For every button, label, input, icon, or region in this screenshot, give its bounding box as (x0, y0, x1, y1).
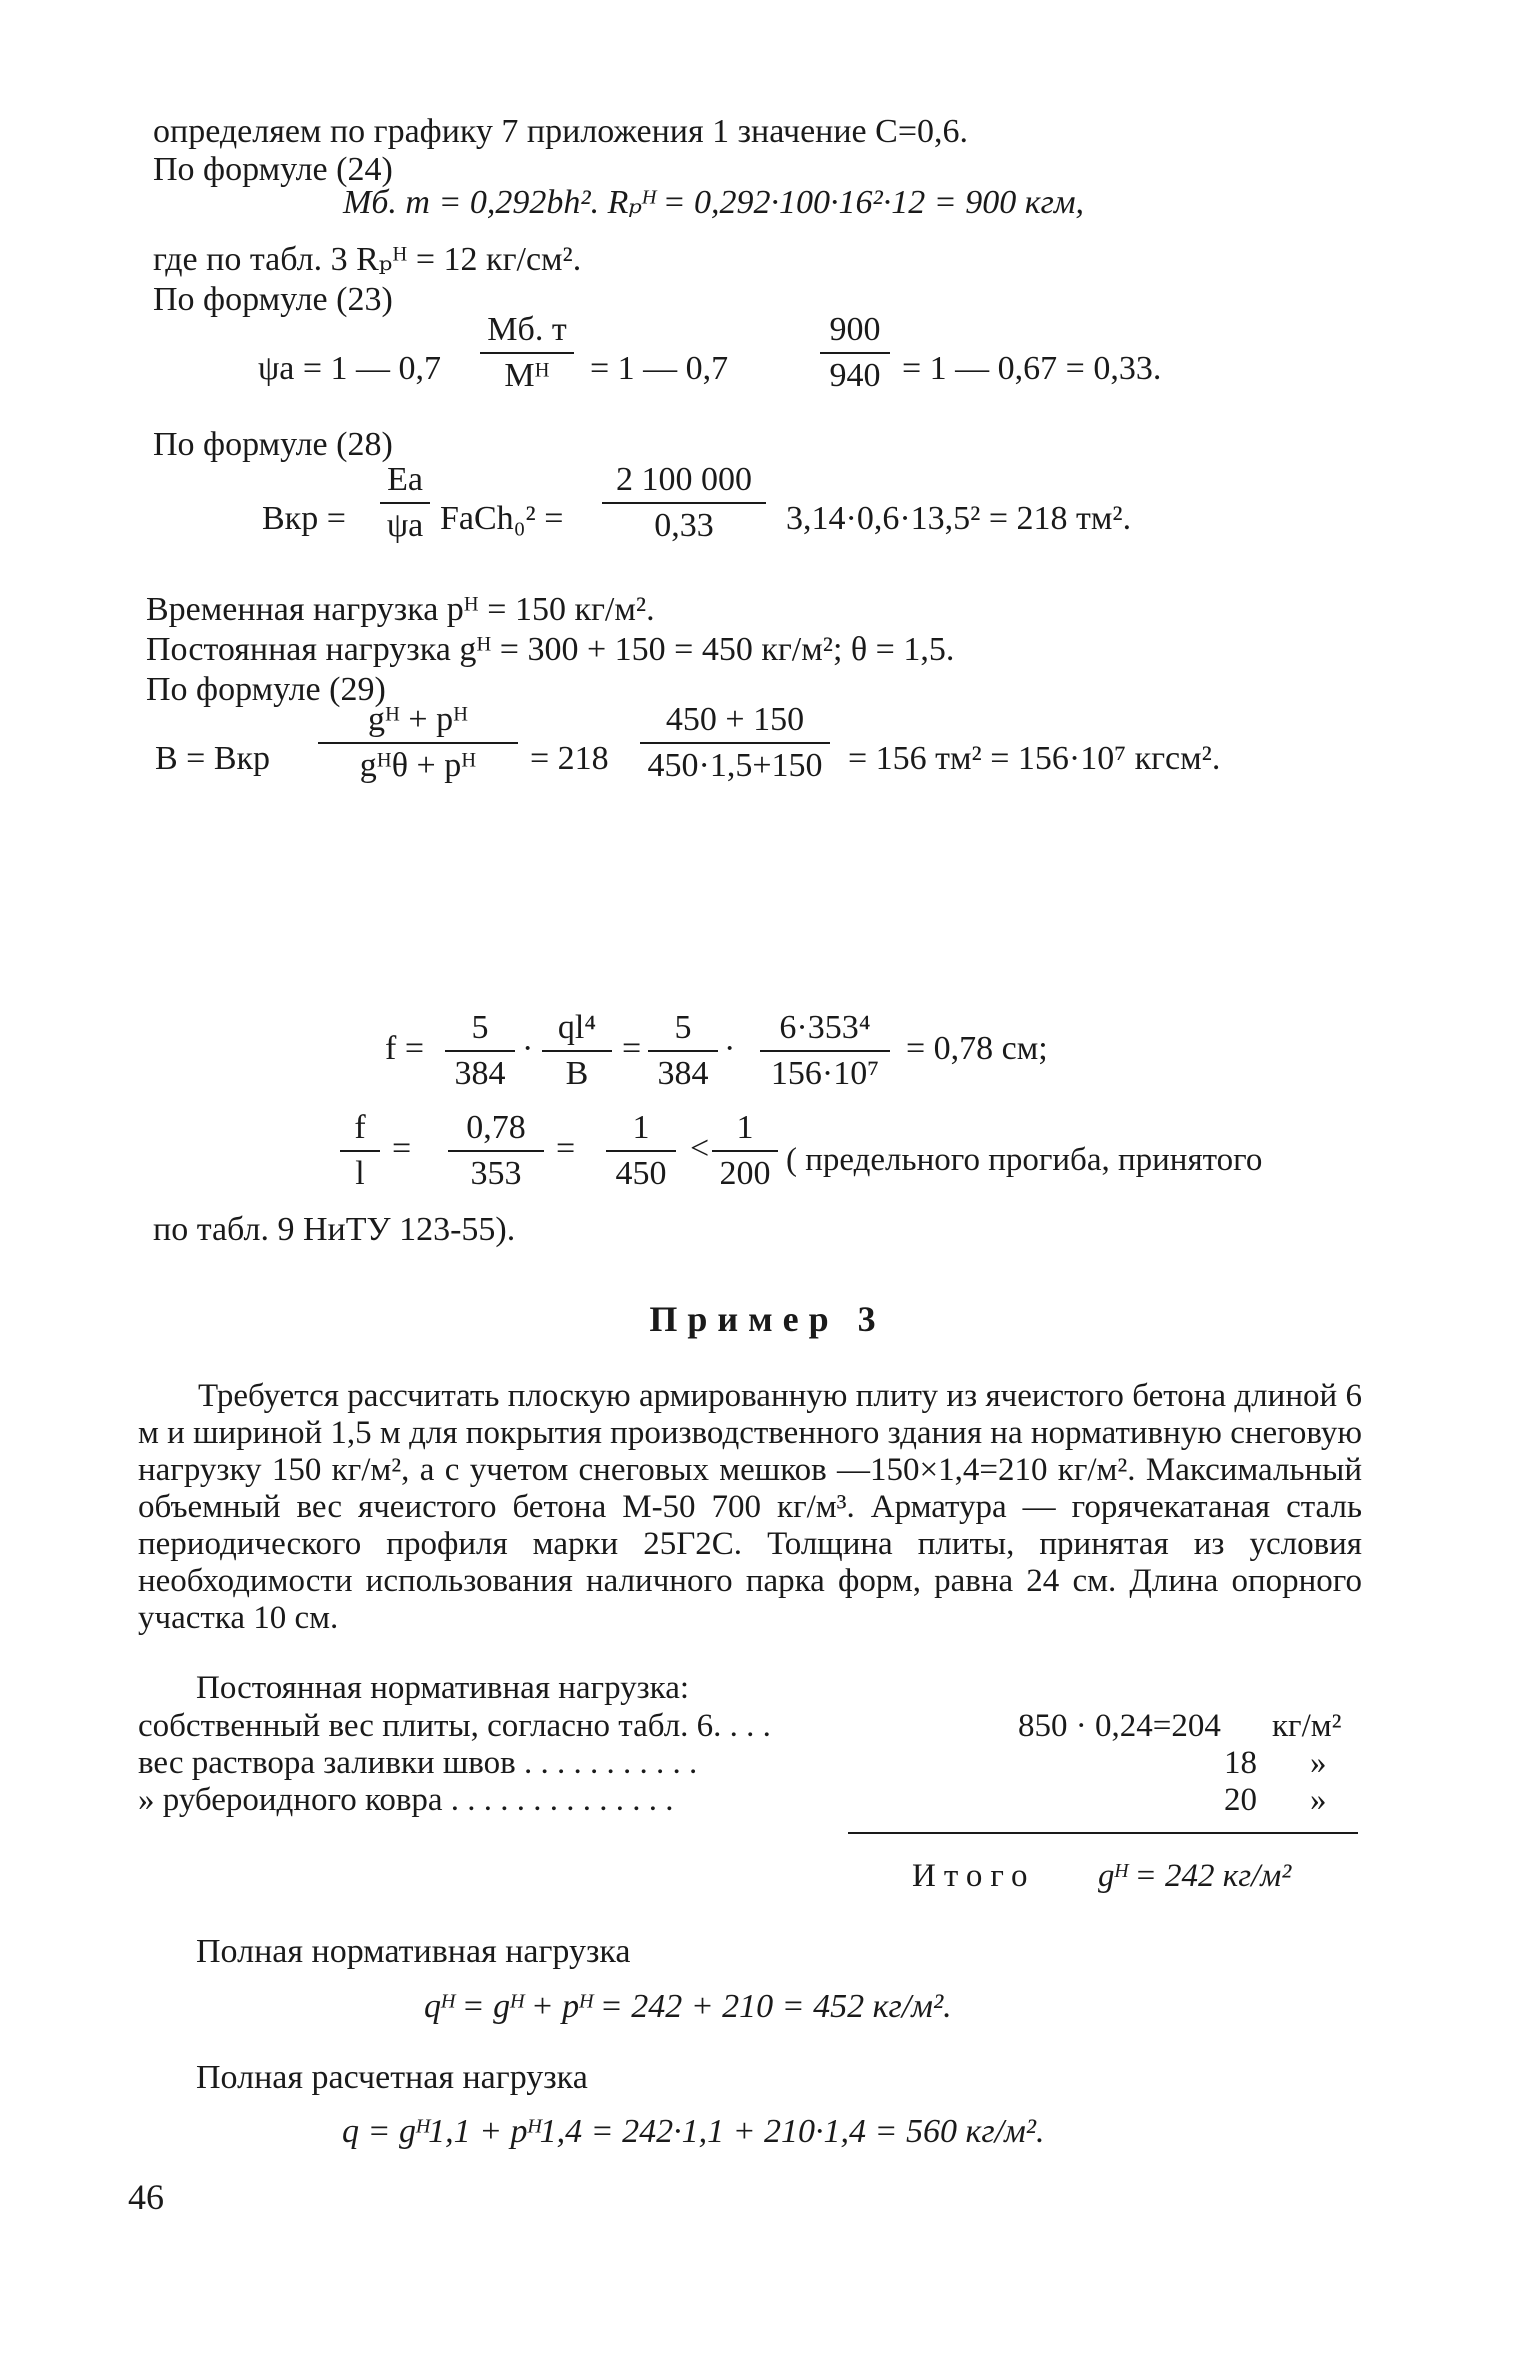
total-value: gᴴ = 242 кг/м² (1098, 1858, 1292, 1894)
text-line: Временная нагрузка pᴴ = 150 кг/м². (146, 591, 655, 628)
formula-29-rhs: = 156 тм² = 156·10⁷ кгсм². (848, 740, 1221, 777)
load-row-label: собственный вес плиты, согласно табл. 6. . . . (138, 1708, 771, 1744)
fraction (760, 1008, 890, 1094)
fraction (318, 700, 518, 786)
formula-28-mid: FаCh₀² = (440, 500, 564, 537)
formula-29-mid: = 218 (530, 740, 609, 777)
equals: = (392, 1130, 412, 1167)
load-row-unit: кг/м² (1272, 1708, 1342, 1744)
formula-qn: qᴴ = gᴴ + pᴴ = 242 + 210 = 452 кг/м². (424, 1988, 952, 2025)
text-line: где по табл. 3 Rₚᴴ = 12 кг/см². (153, 241, 582, 278)
formula-23-rhs: = 1 — 0,67 = 0,33. (902, 350, 1162, 387)
fraction (820, 310, 890, 396)
fraction (602, 460, 766, 546)
load-row-value: 20 (1224, 1782, 1257, 1818)
text-line: По формуле (29) (146, 671, 386, 708)
denominator: 450 (615, 1155, 667, 1192)
text-line: По формуле (24) (153, 151, 393, 188)
text-line: Полная расчетная нагрузка (196, 2059, 588, 2096)
formula-28-rhs: 3,14·0,6·13,5² = 218 тм². (786, 500, 1132, 537)
denominator: 450·1,5+150 (647, 747, 823, 784)
fraction (640, 700, 830, 786)
numerator: 5 (445, 1008, 515, 1052)
formula-23-lhs: ψа = 1 — 0,7 (258, 350, 442, 387)
denominator: 0,33 (654, 507, 714, 544)
page-number: 46 (128, 2177, 164, 2217)
fraction (340, 1108, 380, 1194)
denominator: ψа (386, 507, 424, 544)
denominator: l (355, 1155, 365, 1192)
fraction (648, 1008, 718, 1094)
denominator: 353 (470, 1155, 522, 1192)
numerator: 900 (820, 310, 890, 354)
numerator: Eа (380, 460, 430, 504)
denominator: B (565, 1055, 589, 1092)
denominator: 384 (657, 1055, 709, 1092)
load-row-value: 18 (1224, 1745, 1257, 1781)
load-row-value: 850 · 0,24=204 (1018, 1708, 1221, 1744)
text-line: Постоянная нагрузка gᴴ = 300 + 150 = 450 кг/м²; θ = 1,5. (146, 631, 955, 668)
load-row-label: » рубероидного ковра . . . . . . . . . . . . . . (138, 1782, 674, 1818)
text-line: По формуле (23) (153, 281, 393, 318)
denominator: Mᴴ (504, 357, 550, 394)
denominator: gᴴθ + pᴴ (359, 747, 477, 784)
fraction (542, 1008, 612, 1094)
formula-24: Mб. т = 0,292bh². Rₚᴴ = 0,292·100·16²·12 = 900 кгм, (343, 184, 1085, 221)
fraction (606, 1108, 676, 1194)
numerator: gᴴ + pᴴ (318, 700, 518, 744)
numerator: 5 (648, 1008, 718, 1052)
load-row-label: вес раствора заливки швов . . . . . . . . . . . (138, 1745, 698, 1781)
numerator: 1 (606, 1108, 676, 1152)
formula-23-mid: = 1 — 0,7 (590, 350, 729, 387)
formula-f-lhs: f = (385, 1030, 424, 1067)
text-line: По формуле (28) (153, 426, 393, 463)
fraction (448, 1108, 544, 1194)
formula-note: ( предельного прогиба, принятого (786, 1142, 1263, 1178)
section-heading: Пример 3 (649, 1299, 886, 1339)
numerator: 0,78 (448, 1108, 544, 1152)
example-paragraph: Требуется рассчитать плоскую армированную плиту из ячеистого бетона длиной 6 м и шириной 1,5 м для покрытия производственного здания на нормативную снеговую нагрузку 150 кг/м², а с учетом снеговых мешков —150×1,4=210 кг/м². Максимальный объемный вес ячеистого бетона М-50 700 кг/м³. Арматура — горячекатаная сталь периодического профиля марки 25Г2С. Толщина плиты, принятая из условия необходимости использования наличного парка форм, равна 24 см. Длина опорного участка 10 см. (138, 1378, 1362, 1636)
text-line: определяем по графику 7 приложения 1 значение C=0,6. (153, 113, 968, 150)
load-row-unit: » (1310, 1745, 1327, 1781)
numerator: 1 (712, 1108, 778, 1152)
sum-divider (848, 1832, 1358, 1834)
dot: · (724, 1030, 736, 1067)
text-line: по табл. 9 НиТУ 123-55). (153, 1211, 516, 1248)
formula-29-lhs: B = Bкр (155, 740, 271, 777)
numerator: 450 + 150 (640, 700, 830, 744)
formula-28-lhs: Bкр = (262, 500, 346, 537)
dot: · (522, 1030, 534, 1067)
total-label: Итого (912, 1858, 1036, 1894)
numerator: 6·353⁴ (760, 1008, 890, 1052)
fraction (480, 310, 574, 396)
less-than: < (690, 1130, 710, 1167)
equals: = (556, 1130, 576, 1167)
denominator: 156·10⁷ (770, 1055, 880, 1092)
load-row-unit: » (1310, 1782, 1327, 1818)
denominator: 940 (829, 357, 881, 394)
equals: = (622, 1030, 642, 1067)
numerator: 2 100 000 (602, 460, 766, 504)
text-line: Полная нормативная нагрузка (196, 1933, 631, 1970)
formula-q: q = gᴴ1,1 + pᴴ1,4 = 242·1,1 + 210·1,4 = 560 кг/м². (342, 2113, 1045, 2150)
formula-f-rhs: = 0,78 см; (906, 1030, 1048, 1067)
loads-title: Постоянная нормативная нагрузка: (196, 1670, 690, 1706)
denominator: 200 (719, 1155, 771, 1192)
denominator: 384 (454, 1055, 506, 1092)
fraction (712, 1108, 778, 1194)
numerator: ql⁴ (542, 1008, 612, 1052)
fraction (380, 460, 430, 546)
fraction (445, 1008, 515, 1094)
numerator: f (340, 1108, 380, 1152)
numerator: Mб. т (480, 310, 574, 354)
